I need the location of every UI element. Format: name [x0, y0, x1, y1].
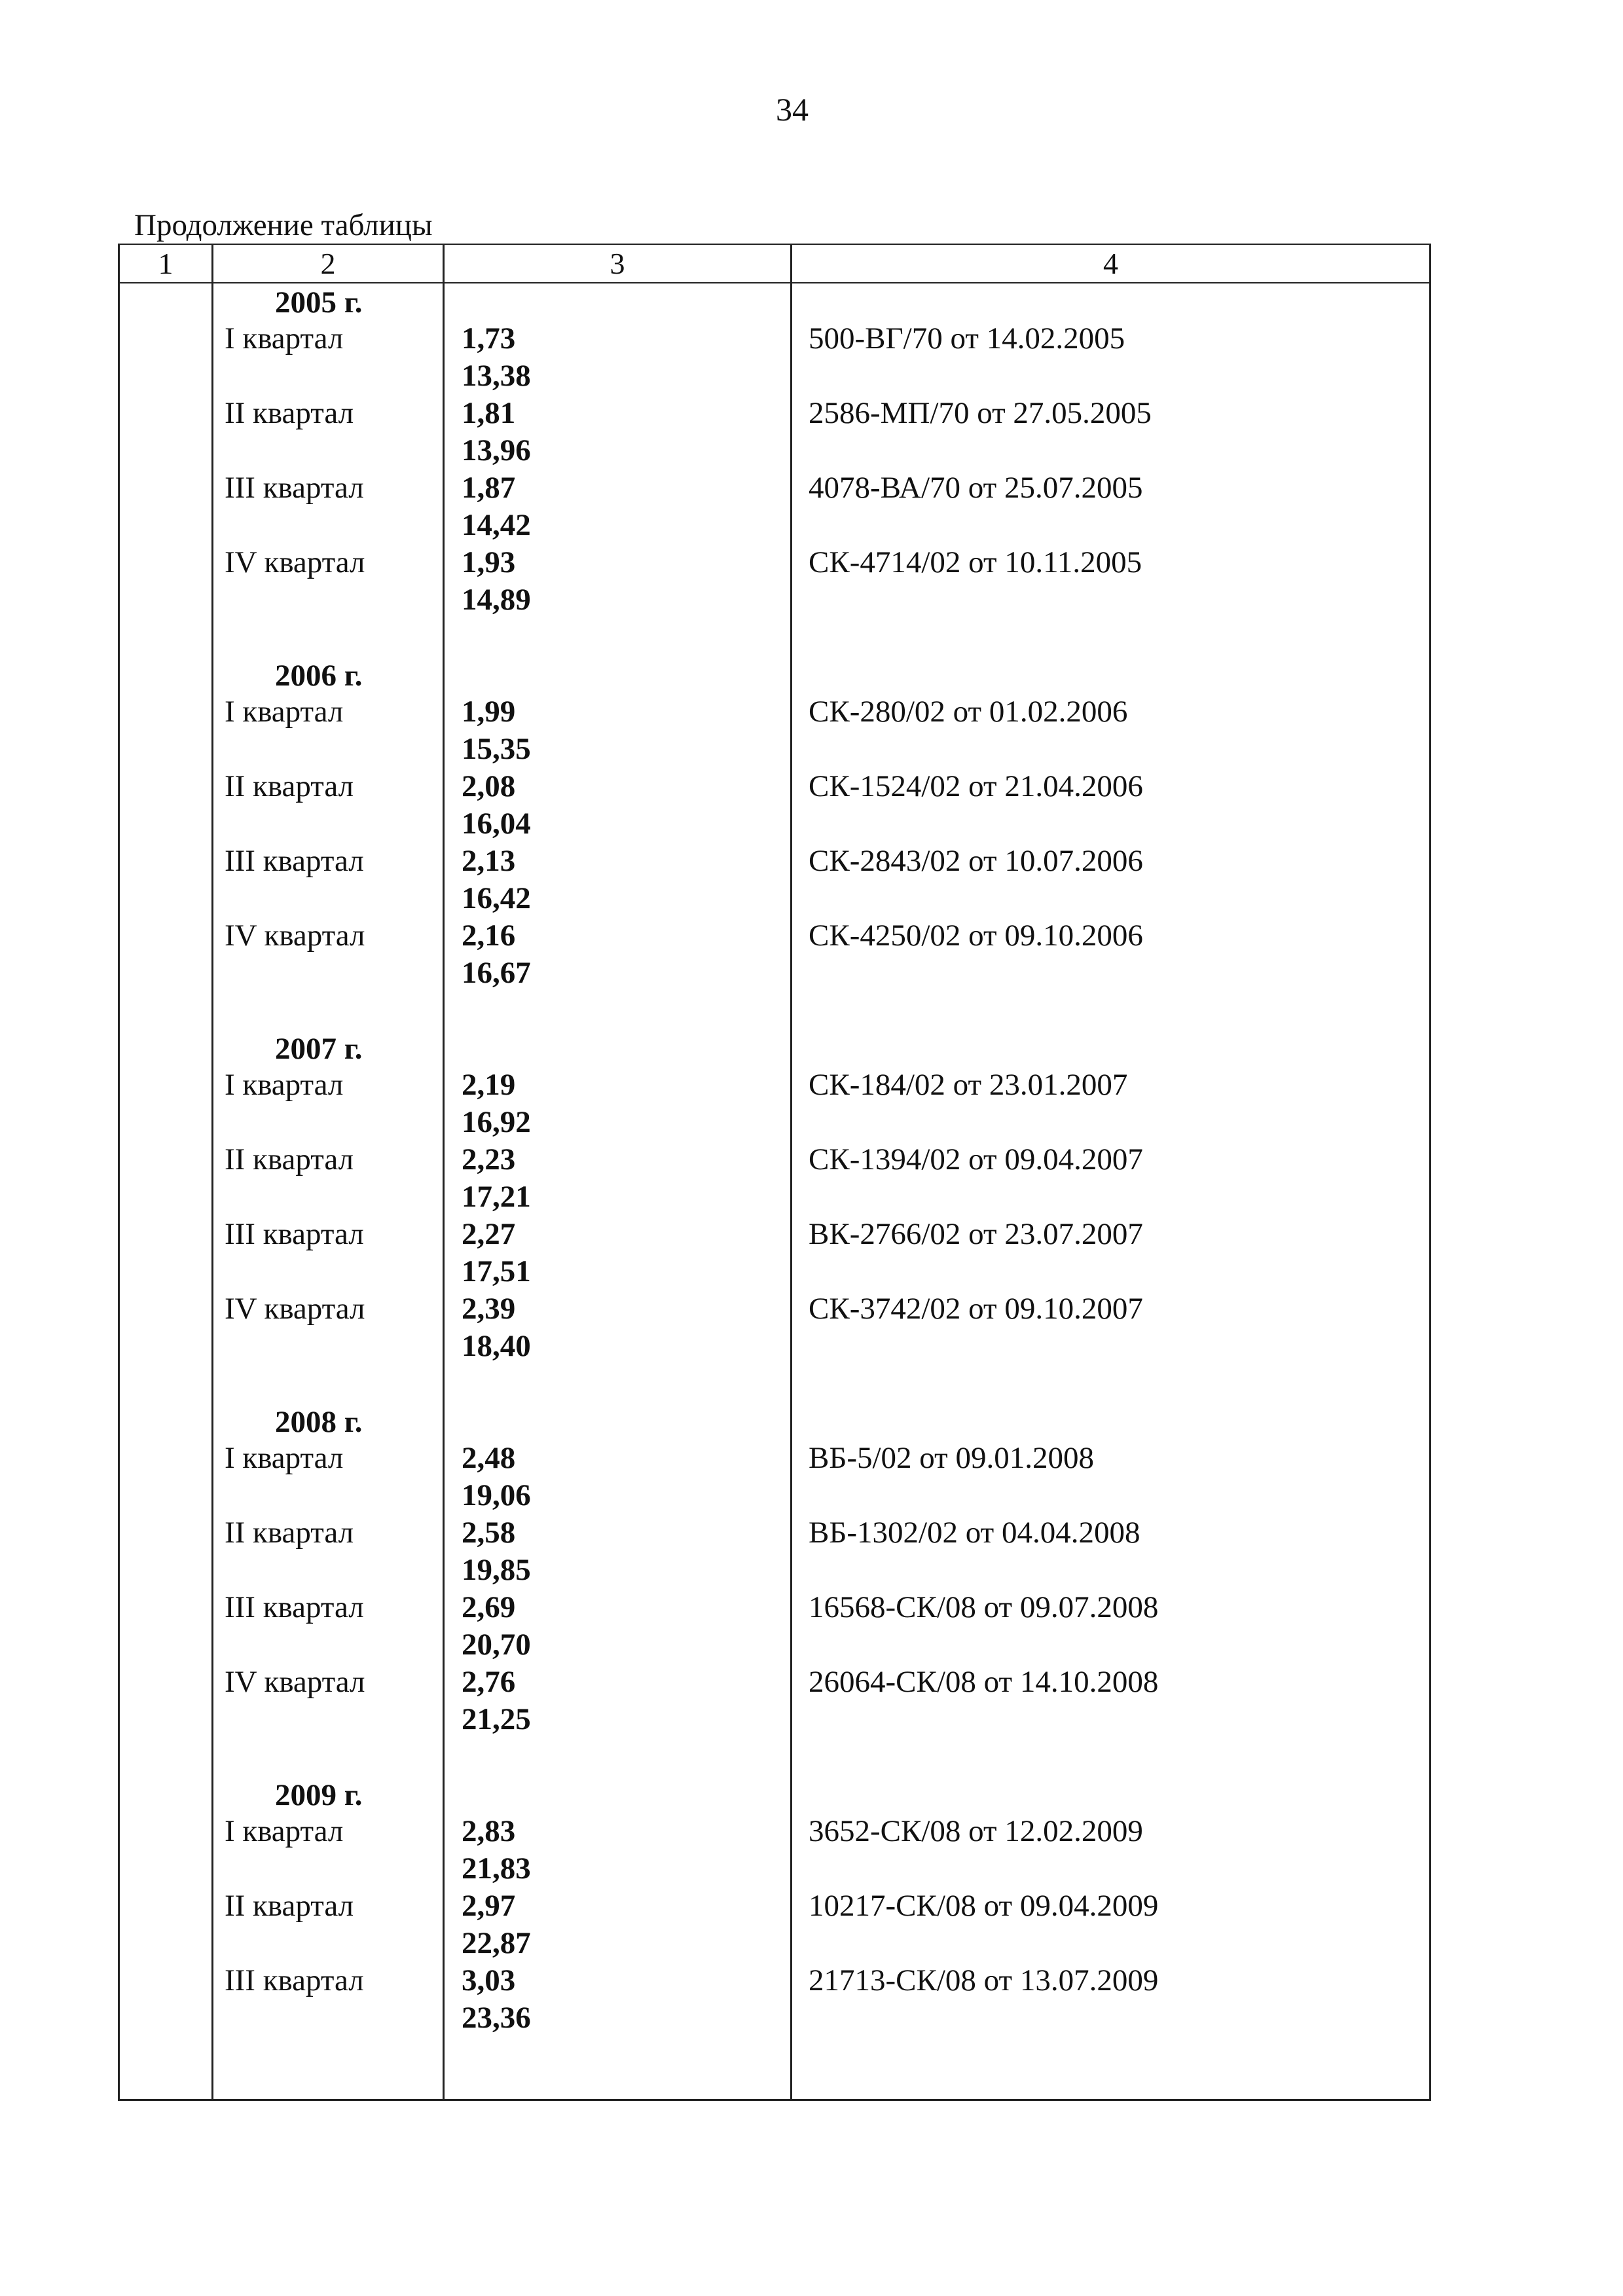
quarter-label: II квартал	[225, 769, 354, 803]
document-reference: 3652-СК/08 от 12.02.2009	[809, 1814, 1143, 1848]
page-number: 34	[776, 91, 809, 128]
quarter-label: II квартал	[225, 396, 354, 430]
document-reference: 10217-СК/08 от 09.04.2009	[809, 1889, 1159, 1923]
value-secondary: 21,83	[462, 1851, 531, 1886]
value-primary: 1,93	[462, 545, 516, 579]
value-secondary: 13,96	[462, 433, 531, 467]
value-primary: 2,19	[462, 1068, 516, 1102]
quarter-label: II квартал	[225, 1516, 354, 1550]
document-reference: ВБ-5/02 от 09.01.2008	[809, 1441, 1094, 1475]
table-row	[120, 1216, 1429, 1292]
document-reference: 4078-ВА/70 от 25.07.2005	[809, 471, 1143, 505]
document-reference: 500-ВГ/70 от 14.02.2005	[809, 321, 1125, 355]
table-row	[120, 1515, 1429, 1590]
quarter-label: I квартал	[225, 321, 344, 355]
table-row	[120, 395, 1429, 471]
value-primary: 2,08	[462, 769, 516, 803]
value-secondary: 14,42	[462, 508, 531, 542]
header-col-2: 2	[320, 247, 336, 280]
value-secondary: 19,06	[462, 1478, 531, 1512]
year-heading: 2005 г.	[275, 285, 363, 319]
document-reference: СК-184/02 от 23.01.2007	[809, 1068, 1128, 1102]
quarter-label: IV квартал	[225, 1292, 365, 1326]
value-primary: 1,99	[462, 695, 516, 729]
table-row	[120, 1664, 1429, 1740]
quarter-label: III квартал	[225, 1217, 364, 1251]
table-row	[120, 1142, 1429, 1217]
table-row	[120, 1291, 1429, 1366]
table-row	[120, 694, 1429, 769]
value-primary: 1,73	[462, 321, 516, 355]
value-secondary: 13,38	[462, 359, 531, 393]
value-primary: 1,81	[462, 396, 516, 430]
value-secondary: 18,40	[462, 1329, 531, 1363]
quarter-label: IV квартал	[225, 1665, 365, 1699]
value-primary: 2,58	[462, 1516, 516, 1550]
value-primary: 3,03	[462, 1963, 516, 1997]
value-secondary: 22,87	[462, 1926, 531, 1960]
quarter-label: IV квартал	[225, 919, 365, 953]
table-row	[120, 769, 1429, 844]
table-row	[120, 545, 1429, 620]
quarter-label: I квартал	[225, 1068, 344, 1102]
document-reference: СК-280/02 от 01.02.2006	[809, 695, 1128, 729]
document-reference: СК-4714/02 от 10.11.2005	[809, 545, 1142, 579]
quarter-label: IV квартал	[225, 545, 365, 579]
value-primary: 2,13	[462, 844, 516, 878]
table-row	[120, 918, 1429, 993]
quarter-label: I квартал	[225, 1814, 344, 1848]
value-secondary: 16,92	[462, 1105, 531, 1139]
year-heading: 2007 г.	[275, 1032, 363, 1066]
quarter-label: III квартал	[225, 1590, 364, 1624]
table-row	[120, 843, 1429, 919]
header-divider	[120, 282, 1429, 283]
table-row	[120, 470, 1429, 545]
document-reference: СК-3742/02 от 09.10.2007	[809, 1292, 1143, 1326]
value-secondary: 15,35	[462, 732, 531, 766]
value-secondary: 17,21	[462, 1180, 531, 1214]
quarter-label: I квартал	[225, 1441, 344, 1475]
value-secondary: 17,51	[462, 1254, 531, 1288]
value-primary: 2,69	[462, 1590, 516, 1624]
table-row	[120, 1590, 1429, 1665]
value-primary: 2,76	[462, 1665, 516, 1699]
table-caption: Продолжение таблицы	[134, 208, 433, 242]
table-row	[120, 1813, 1429, 1889]
value-primary: 2,23	[462, 1142, 516, 1176]
header-col-3: 3	[610, 247, 625, 280]
data-table	[118, 244, 1431, 2101]
value-primary: 1,87	[462, 471, 516, 505]
header-col-4: 4	[1103, 247, 1118, 280]
value-primary: 2,83	[462, 1814, 516, 1848]
value-secondary: 19,85	[462, 1553, 531, 1587]
value-secondary: 16,04	[462, 807, 531, 841]
value-secondary: 16,67	[462, 956, 531, 990]
document-reference: СК-2843/02 от 10.07.2006	[809, 844, 1143, 878]
value-secondary: 21,25	[462, 1702, 531, 1736]
document-reference: ВК-2766/02 от 23.07.2007	[809, 1217, 1143, 1251]
document-reference: СК-4250/02 от 09.10.2006	[809, 919, 1143, 953]
quarter-label: III квартал	[225, 1963, 364, 1997]
table-row	[120, 1440, 1429, 1516]
value-primary: 2,39	[462, 1292, 516, 1326]
quarter-label: III квартал	[225, 844, 364, 878]
document-reference: 26064-СК/08 от 14.10.2008	[809, 1665, 1159, 1699]
year-heading: 2009 г.	[275, 1778, 363, 1812]
value-primary: 2,48	[462, 1441, 516, 1475]
document-reference: СК-1394/02 от 09.04.2007	[809, 1142, 1143, 1176]
quarter-label: III квартал	[225, 471, 364, 505]
document-reference: 16568-СК/08 от 09.07.2008	[809, 1590, 1159, 1624]
value-primary: 2,16	[462, 919, 516, 953]
table-row	[120, 321, 1429, 396]
value-primary: 2,97	[462, 1889, 516, 1923]
value-primary: 2,27	[462, 1217, 516, 1251]
year-heading: 2006 г.	[275, 659, 363, 693]
table-row	[120, 1963, 1429, 2038]
document-reference: СК-1524/02 от 21.04.2006	[809, 769, 1143, 803]
header-col-1: 1	[158, 247, 173, 280]
document-reference: ВБ-1302/02 от 04.04.2008	[809, 1516, 1140, 1550]
document-reference: 2586-МП/70 от 27.05.2005	[809, 396, 1152, 430]
value-secondary: 23,36	[462, 2001, 531, 2035]
value-secondary: 16,42	[462, 881, 531, 915]
quarter-label: II квартал	[225, 1142, 354, 1176]
table-row	[120, 1888, 1429, 1963]
value-secondary: 14,89	[462, 583, 531, 617]
value-secondary: 20,70	[462, 1628, 531, 1662]
table-row	[120, 1067, 1429, 1142]
document-reference: 21713-СК/08 от 13.07.2009	[809, 1963, 1159, 1997]
quarter-label: II квартал	[225, 1889, 354, 1923]
quarter-label: I квартал	[225, 695, 344, 729]
year-heading: 2008 г.	[275, 1405, 363, 1439]
